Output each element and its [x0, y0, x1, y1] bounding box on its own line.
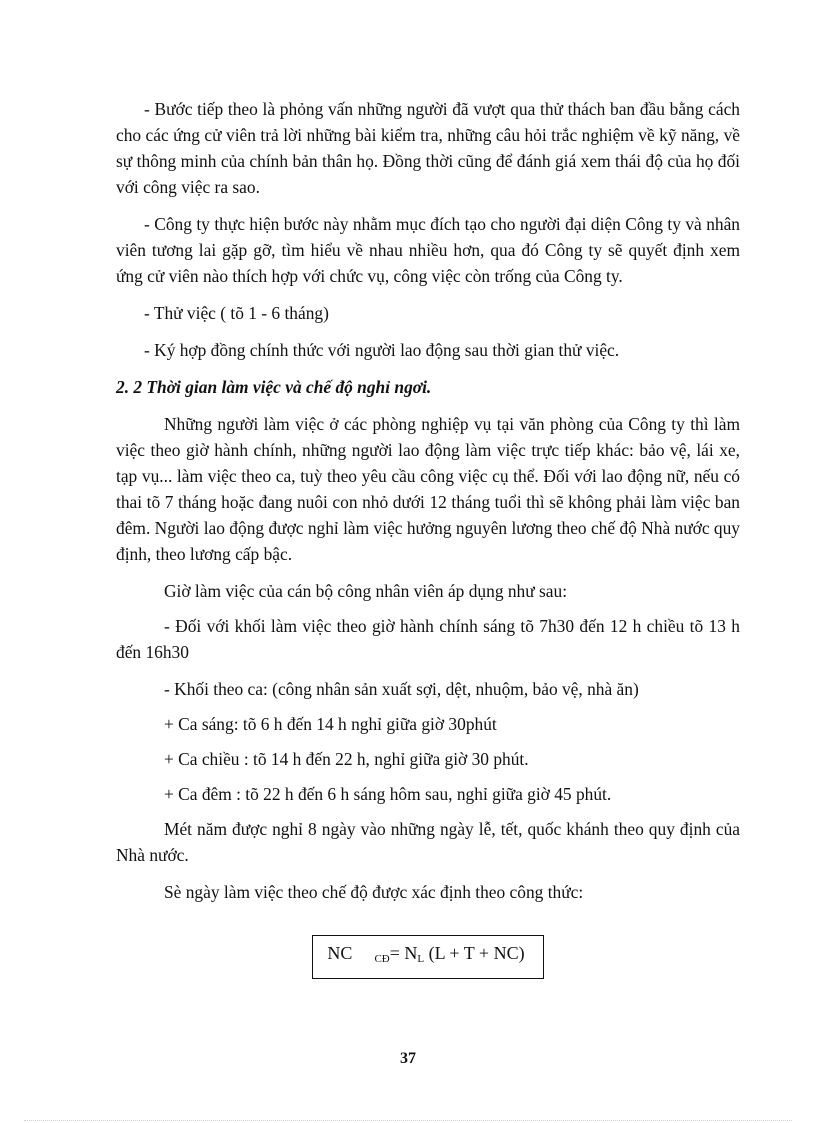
formula-container	[116, 935, 740, 979]
shift-afternoon: + Ca chiều : tõ 14 h đến 22 h, nghỉ giữa giờ 30 phút.	[164, 749, 529, 769]
formula-lhs-subscript: CĐ	[374, 953, 390, 965]
paragraph-office-hours: - Đối với khối làm việc theo giờ hành chính sáng tõ 7h30 đến 12 h chiều tõ 13 h đến 16h30	[116, 616, 740, 662]
paragraph-shift-group: - Khối theo ca: (công nhân sản xuất sợi, dệt, nhuộm, bảo vệ, nhà ăn)	[164, 679, 639, 699]
paragraph-formula-intro: Sè ngày làm việc theo chế độ được xác định theo công thức:	[164, 882, 584, 902]
document-body	[116, 96, 740, 979]
formula-equals: = N	[389, 943, 418, 963]
paragraph-company-meeting: - Công ty thực hiện bước này nhằm mục đích tạo cho người đại diện Công ty và nhân viên tương lai gặp gỡ, tìm hiểu về nhau nhiều hơn, qua đó Công ty sẽ quyết định xem ứng cử viên nào thích hợp với chức vụ, công việc còn trống của Công ty.	[116, 214, 740, 286]
paragraph-working-hours: Những người làm việc ở các phòng nghiệp vụ tại văn phòng của Công ty thì làm việc theo giờ hành chính, những người lao động làm việc trực tiếp khác: bảo vệ, lái xe, tạp vụ... làm việc theo ca, tuỳ theo yêu cầu công việc cụ thể. Đối với lao động nữ, nếu có thai tõ 7 tháng hoặc đang nuôi con nhỏ dưới 12 tháng tuổi thì sẽ không phải làm việc ban đêm. Người lao động được nghỉ làm việc hưởng nguyên lương theo chế độ Nhà nước quy định, theo lương cấp bậc.	[116, 414, 740, 564]
formula-box	[312, 935, 543, 979]
paragraph-schedule-intro: Giờ làm việc của cán bộ công nhân viên áp dụng như sau:	[164, 581, 568, 601]
paragraph-holidays: Mét năm được nghỉ 8 ngày vào những ngày lễ, tết, quốc khánh theo quy định của Nhà nước.	[116, 819, 740, 865]
shift-night: + Ca đêm : tõ 22 h đến 6 h sáng hôm sau, nghỉ giữa giờ 45 phút.	[164, 784, 612, 804]
shift-morning: + Ca sáng: tõ 6 h đến 14 h nghỉ giữa giờ 30phút	[164, 714, 497, 734]
paragraph-interview-step: - Bước tiếp theo là phỏng vấn những người đã vượt qua thử thách ban đầu bằng cách cho các ứng cử viên trả lời những bài kiểm tra, những câu hỏi trắc nghiệm về kỹ năng, về sự thông minh của chính bản thân họ. Đồng thời cũng để đánh giá xem thái độ của họ đối với công việc ra sao.	[116, 99, 740, 197]
page-number: 37	[400, 1050, 416, 1067]
formula-rhs: (L + T + NC)	[424, 943, 525, 963]
footer-divider	[24, 1120, 792, 1121]
formula-n-subscript: L	[417, 953, 425, 965]
bullet-sign-contract: - Ký hợp đồng chính thức với người lao động sau thời gian thử việc.	[144, 340, 620, 360]
bullet-probation: - Thử việc ( tõ 1 - 6 tháng)	[144, 303, 329, 323]
section-heading: 2. 2 Thời gian làm việc và chế độ nghỉ ngơi.	[116, 377, 432, 397]
formula-lhs-text: NC	[327, 943, 353, 963]
formula-lhs	[327, 943, 352, 963]
